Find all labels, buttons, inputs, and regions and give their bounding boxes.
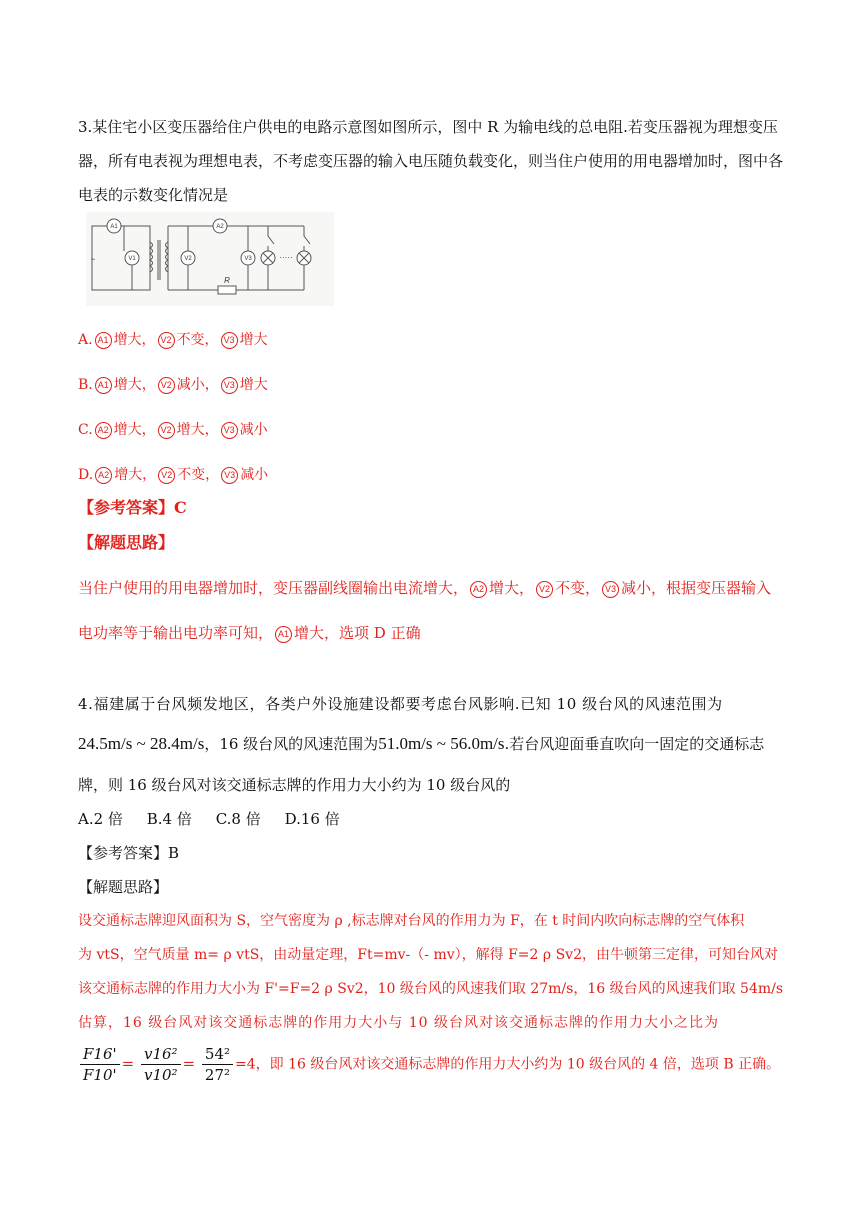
resistor <box>218 286 236 294</box>
q3-answer: 【参考答案】C <box>78 498 187 517</box>
q3-analysis-label: 【解题思路】 <box>78 533 175 552</box>
q4-stem-line-2: 24.5m/s ~ 28.4m/s，16 级台风的风速范围为51.0m/s ~ 56.0m/s.若台风迎面垂直吹向一固定的交通标志 <box>78 734 765 753</box>
label-v3: V3 <box>244 256 252 262</box>
label-dots: ····· <box>279 253 293 262</box>
q4-answer: 【参考答案】B <box>78 844 180 862</box>
q4-stem-line-1: 4.福建属于台风频发地区，各类户外设施建设都要考虑台风影响.已知 10 级台风的风速范围为 <box>78 695 723 713</box>
q4-analysis-label: 【解题思路】 <box>78 878 169 896</box>
fraction-numbers: $\frac{\text{54²}}{\text{27²}}$ <box>202 1044 233 1085</box>
q4-option-b: B.4 倍 <box>146 810 192 828</box>
q3-option-c: C. A2 增大， V2 增大， V3 减小 <box>78 422 268 438</box>
q4-option-c: C.8 倍 <box>215 810 261 828</box>
label-source: ~ <box>90 255 96 264</box>
fraction-force: $\frac{F16'}{F10'}$ <box>80 1044 120 1085</box>
q4-option-d: D.16 倍 <box>284 810 340 828</box>
label-v2: V2 <box>184 256 192 262</box>
q4-stem-line-3: 牌，则 16 级台风对该交通标志牌的作用力大小约为 10 级台风的 <box>78 776 511 794</box>
q4-formula-line: $\frac{F16'}{F10'}$ = $\frac{\text{v16²}}{\text{v10²}}$ = $\frac{\text{54²}}{\text{27²}}$ =4，即 16 级台风对该交通标志牌的作用力大小约为 10 级台风的 4 倍，选项 B 正确。 <box>78 1044 790 1085</box>
label-a2: A2 <box>216 224 224 230</box>
label-r: R <box>224 276 230 285</box>
q4-analysis-line-4: 估算，16 级台风对该交通标志牌的作用力大小与 10 级台风对该交通标志牌的作用力大小之比为 <box>78 1015 719 1031</box>
fraction-velocity: $\frac{\text{v16²}}{\text{v10²}}$ <box>141 1044 181 1085</box>
q4-option-a: A.2 倍 <box>78 810 123 828</box>
q4-options <box>78 808 790 830</box>
q3-stem: 3.某住宅小区变压器给住户供电的电路示意图如图所示，图中 R 为输电线的总电阻.若变压器视为理想变压器，所有电表视为理想电表，不考虑变压器的输入电压随负载变化，则当住户使用的用电器增加时，图中各电表的示数变化情况是 <box>78 118 784 204</box>
q4-analysis-line-2: 为 vtS，空气质量 m= ρ vtS，由动量定理，Ft=mv-（- mv），解得 F=2 ρ Sv2，由牛顿第三定律，可知台风对 <box>78 947 778 963</box>
q4-conclusion: =4，即 16 级台风对该交通标志牌的作用力大小约为 10 级台风的 4 倍，选项 B 正确。 <box>235 1056 781 1073</box>
circuit-diagram <box>86 212 334 306</box>
label-v1: V1 <box>128 256 136 262</box>
q3-option-a: A. A1 增大， V2 不变， V3 增大 <box>78 332 268 348</box>
q4-analysis-line-1: 设交通标志牌迎风面积为 S，空气密度为 ρ ,标志牌对台风的作用力为 F，在 t 时间内吹向标志牌的空气体积 <box>78 913 745 929</box>
label-a1: A1 <box>110 224 118 230</box>
q3-analysis-line-2: 电功率等于输出电功率可知， A1 增大，选项 D 正确 <box>78 624 421 642</box>
q3-option-b: B. A1 增大， V2 减小， V3 增大 <box>78 377 268 393</box>
q4-analysis-line-3: 该交通标志牌的作用力大小为 F'=F=2 ρ Sv2，10 级台风的风速我们取 27m/s，16 级台风的风速我们取 54m/s <box>78 981 784 997</box>
q3-option-d: D. A2 增大， V2 不变， V3 减小 <box>78 467 269 483</box>
q3-analysis-line-1: 当住户使用的用电器增加时，变压器副线圈输出电流增大， A2 增大， V2 不变， V3 减小，根据变压器输入 <box>78 579 772 597</box>
